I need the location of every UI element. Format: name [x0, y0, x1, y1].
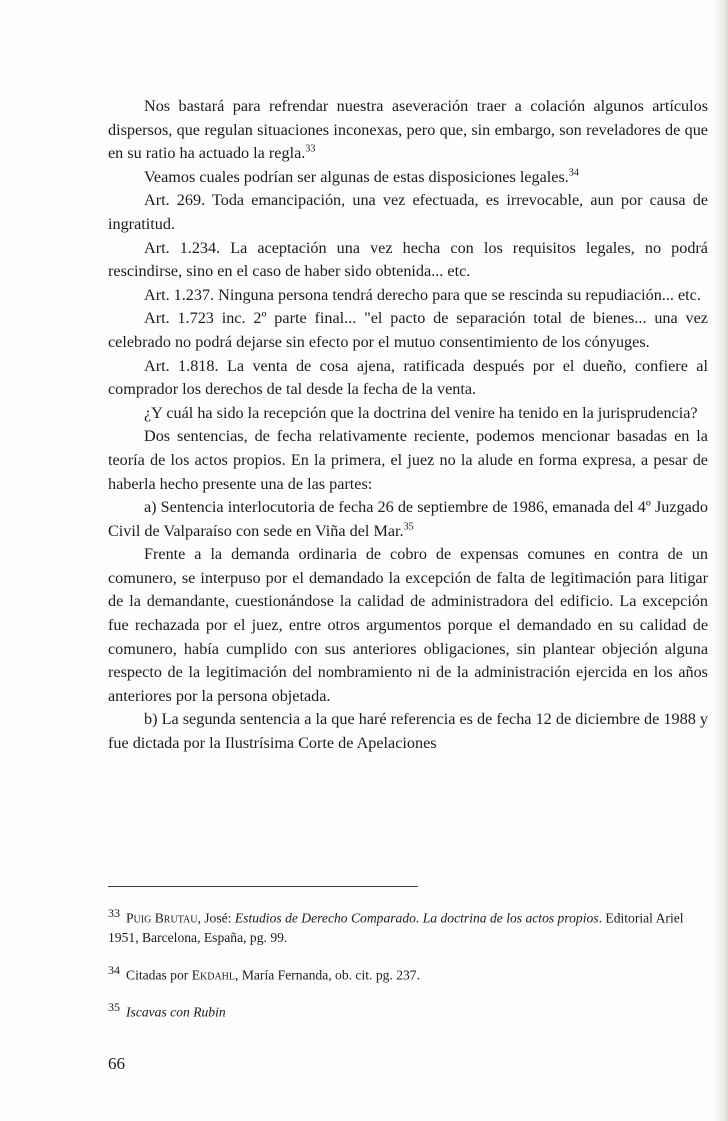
footnote-35: 35 Iscavas con Rubin	[108, 1000, 226, 1020]
footnote-number: 33	[108, 906, 120, 920]
footnotes	[108, 904, 708, 1036]
footnote-ref[interactable]: 35	[403, 521, 414, 533]
footnote-ref[interactable]: 34	[568, 167, 579, 179]
paragraph: Art. 1.723 inc. 2º parte final... "el pacto de separación total de bienes... una vez celebrado no podrá dejarse sin efecto por el mutuo consentimiento de los cónyuges.	[108, 309, 708, 351]
paragraph: b) La segunda sentencia a la que haré referencia es de fecha 12 de diciembre de 1988 y fue dictada por la Ilustrísima Corte de Apelaciones	[108, 710, 708, 753]
page-number: 66	[108, 1054, 125, 1073]
footnote-number: 35	[108, 1000, 120, 1015]
footnote-33: 33 Puig Brutau, José: Estudios de Derecho Comparado. La doctrina de los actos propios. Editorial Ariel 1951, Barcelona, España, pg. 99.	[108, 906, 684, 945]
footnote-ref[interactable]: 33	[305, 143, 316, 155]
paragraph: Art. 1.234. La aceptación una vez hecha con los requisitos legales, no podrá rescindirse, sino en el caso de haber sido obtenida... etc.	[108, 238, 708, 281]
paragraph: Dos sentencias, de fecha relativamente reciente, podemos mencionar basadas en la teoría de los actos propios. En la primera, el juez no la alude en forma expresa, a pesar de haberla hecho presente una de las partes:	[108, 427, 708, 493]
body-text	[108, 95, 708, 756]
footnote-34: 34 Citadas por Ekdahl, María Fernanda, ob. cit. pg. 237.	[108, 962, 420, 983]
paragraph: Nos bastará para refrendar nuestra aseveración traer a colación algunos artículos dispersos, que regulan situaciones inconexas, pero que, sin embargo, son reveladores de que en su ratio ha actuado la regla.$^{33}$	[108, 97, 708, 163]
paragraph: ¿Y cuál ha sido la recepción que la doctrina del venire ha tenido en la jurisprudencia?	[144, 403, 698, 422]
paragraph: Frente a la demanda ordinaria de cobro de expensas comunes en contra de un comunero, se interpuso por el demandado la excepción de falta de legitimación para litigar de la demandante, cuestionándose la calidad de administradora del edificio. La excepción fue rechazada por el juez, entre otros argumentos porque el demandado en su calidad de comunero, había cumplido con sus anteriores obligaciones, sin plantear objeción alguna respecto de la legitimación del nombramiento ni de la administración ejercida en los años anteriores por la persona objetada.	[108, 545, 708, 705]
paragraph: Veamos cuales podrían ser algunas de estas disposiciones legales.$^{34}$	[144, 167, 579, 186]
footnote-number: 34	[108, 962, 120, 977]
paragraph: Art. 1.818. La venta de cosa ajena, ratificada después por el dueño, confiere al comprador los derechos de tal desde la fecha de la venta.	[108, 356, 708, 399]
paragraph: a) Sentencia interlocutoria de fecha 26 de septiembre de 1986, emanada del 4º Juzgado Civil de Valparaíso con sede en Viña del Mar.$^{35}$	[108, 498, 708, 540]
page-edge-shadow	[714, 0, 728, 1121]
paragraph: Art. 1.237. Ninguna persona tendrá derecho para que se rescinda su repudiación... etc.	[144, 285, 701, 304]
footnote-divider	[108, 886, 418, 887]
paragraph: Art. 269. Toda emancipación, una vez efectuada, es irrevocable, aun por causa de ingratitud.	[108, 191, 708, 233]
